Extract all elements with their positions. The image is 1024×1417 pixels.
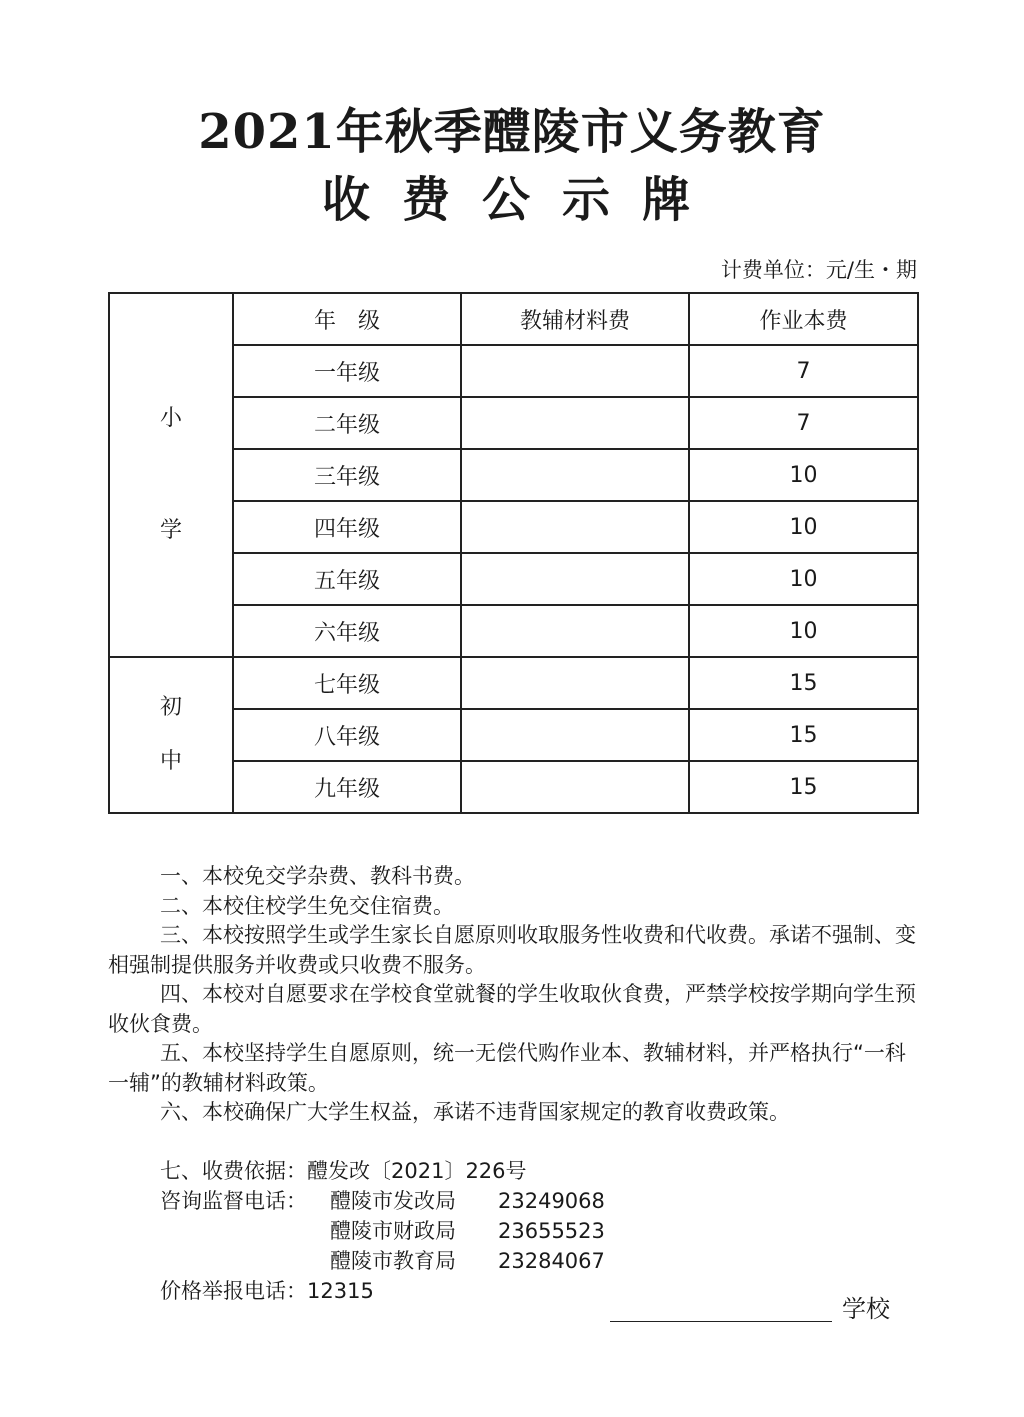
workbook-cell: 10 — [689, 553, 918, 605]
materials-cell — [461, 709, 689, 761]
primary-school-label — [109, 293, 233, 657]
contact-office: 醴陵市教育局 — [330, 1249, 456, 1273]
contact-section — [108, 1156, 605, 1306]
grade-cell: 五年级 — [233, 553, 461, 605]
contact-row — [108, 1216, 605, 1246]
table-header-row — [109, 293, 918, 345]
title-line-1: 2021年秋季醴陵市义务教育 — [198, 104, 826, 160]
contact-phone: 23655523 — [498, 1219, 605, 1243]
price-report-row — [108, 1276, 605, 1306]
fee-basis-row — [108, 1156, 605, 1186]
contact-row — [108, 1186, 605, 1216]
header-workbook: 作业本费 — [689, 293, 918, 345]
school-signature — [610, 1290, 920, 1330]
materials-cell — [461, 449, 689, 501]
grade-cell: 九年级 — [233, 761, 461, 813]
junior-high-label — [109, 657, 233, 813]
workbook-cell: 10 — [689, 605, 918, 657]
contact-office: 醴陵市财政局 — [330, 1219, 456, 1243]
note-5: 五、本校坚持学生自愿原则，统一无偿代购作业本、教辅材料，并严格执行“一科一辅”的教辅材料政策。 — [108, 1041, 906, 1095]
workbook-cell: 10 — [689, 501, 918, 553]
fee-table — [108, 292, 919, 814]
price-report-phone: 12315 — [307, 1279, 374, 1303]
workbook-cell: 15 — [689, 761, 918, 813]
materials-cell — [461, 397, 689, 449]
materials-cell — [461, 501, 689, 553]
fee-basis-value: 醴发改〔2021〕226号 — [307, 1159, 527, 1183]
grade-cell: 七年级 — [233, 657, 461, 709]
materials-cell — [461, 605, 689, 657]
junior-char-2: 中 — [159, 749, 182, 774]
billing-unit: 计费单位：元/生・期 — [720, 258, 917, 282]
junior-char-1: 初 — [159, 695, 182, 720]
contact-label: 咨询监督电话： — [160, 1189, 307, 1213]
materials-cell — [461, 657, 689, 709]
header-grade: 年 级 — [233, 293, 461, 345]
materials-cell — [461, 553, 689, 605]
workbook-cell: 15 — [689, 709, 918, 761]
note-4: 四、本校对自愿要求在学校食堂就餐的学生收取伙食费，严禁学校按学期向学生预收伙食费。 — [108, 982, 916, 1036]
contact-phone: 23249068 — [498, 1189, 605, 1213]
price-report-label: 价格举报电话： — [160, 1279, 307, 1303]
school-name-blank — [610, 1321, 832, 1322]
note-3: 三、本校按照学生或学生家长自愿原则收取服务性收费和代收费。承诺不强制、变相强制提供服务并收费或只收费不服务。 — [108, 923, 916, 977]
school-label: 学校 — [842, 1295, 890, 1323]
primary-char-1: 小 — [159, 406, 182, 431]
grade-cell: 三年级 — [233, 449, 461, 501]
workbook-cell: 15 — [689, 657, 918, 709]
grade-cell: 四年级 — [233, 501, 461, 553]
grade-cell: 一年级 — [233, 345, 461, 397]
contact-office: 醴陵市发改局 — [330, 1189, 456, 1213]
primary-char-2: 学 — [159, 518, 182, 543]
grade-cell: 二年级 — [233, 397, 461, 449]
contact-phone: 23284067 — [498, 1249, 605, 1273]
note-1: 一、本校免交学杂费、教科书费。 — [160, 864, 475, 888]
materials-cell — [461, 345, 689, 397]
policy-notes — [108, 862, 920, 1128]
header-materials: 教辅材料费 — [461, 293, 689, 345]
fee-basis-label: 七、收费依据： — [160, 1159, 307, 1183]
note-6: 六、本校确保广大学生权益，承诺不违背国家规定的教育收费政策。 — [160, 1100, 790, 1124]
workbook-cell: 7 — [689, 397, 918, 449]
contact-row — [108, 1246, 605, 1276]
grade-cell: 八年级 — [233, 709, 461, 761]
workbook-cell: 10 — [689, 449, 918, 501]
workbook-cell: 7 — [689, 345, 918, 397]
grade-cell: 六年级 — [233, 605, 461, 657]
title-line-2: 收费公示牌 — [321, 172, 722, 228]
materials-cell — [461, 761, 689, 813]
table-row — [109, 657, 918, 709]
note-2: 二、本校住校学生免交住宿费。 — [160, 893, 454, 918]
